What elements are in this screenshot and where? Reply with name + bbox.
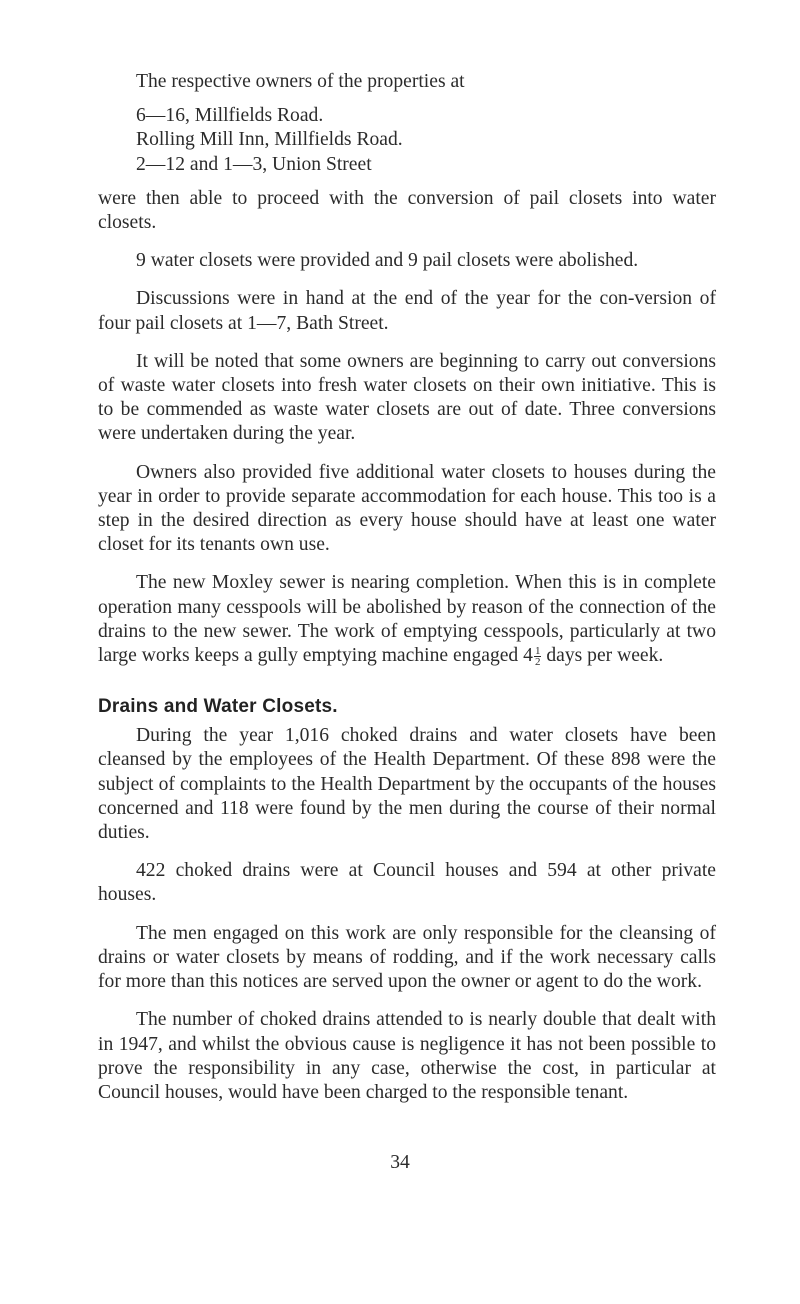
document-page bbox=[98, 70, 716, 1105]
paragraph-choked-drains: During the year 1,016 choked drains and water closets have been cleansed by the employees of the Health Department. Of these 898 were the subject of complaints to the Health Department by the occupants of the houses concerned and 118 were found by the men during the course of their normal duties. bbox=[98, 725, 716, 844]
paragraph-bath-street: Discussions were in hand at the end of the year for the con-version of four pail closets at 1—7, Bath Street. bbox=[98, 288, 716, 334]
address-line: 6—16, Millfields Road. bbox=[136, 105, 324, 127]
paragraph-moxley-sewer bbox=[98, 571, 716, 668]
section-heading: Drains and Water Closets. bbox=[98, 696, 338, 718]
moxley-text: The new Moxley sewer is nearing completion. When this is in complete operation many cesspools will be abolished by reason of the connection of the drains to the new sewer. The work of emptying cesspools, particularly at two large works keeps a gully emptying machine engaged 4 bbox=[98, 572, 716, 667]
paragraph-negligence: The number of choked drains attended to is nearly double that dealt with in 1947, and whilst the obvious cause is negligence it has not been possible to prove the responsibility in any case, otherwise the cost, in particular at Council houses, would have been charged to the responsible tenant. bbox=[98, 1009, 716, 1103]
paragraph-owners-intro: The respective owners of the properties at bbox=[136, 71, 465, 92]
paragraph-council-houses: 422 choked drains were at Council houses and 594 at other private houses. bbox=[98, 860, 716, 906]
paragraph-rodding: The men engaged on this work are only responsible for the cleansing of drains or water closets by means of rodding, and if the work necessary calls for more than this notices are served upon the owner or agent to do the work. bbox=[98, 922, 716, 993]
paragraph-owner-initiative: It will be noted that some owners are beginning to carry out conversions of waste water closets into fresh water closets on their own initiative. This is to be commended as waste water closets are out of date. Three conversions were undertaken during the year. bbox=[98, 350, 716, 445]
fraction-denominator: 2 bbox=[534, 656, 541, 669]
paragraph-additional-closets: Owners also provided five additional water closets to houses during the year in order to provide separate accommodation for each house. This too is a step in the desired direction as every house should have at least one water closet for its tenants own use. bbox=[98, 461, 716, 556]
address-line: Rolling Mill Inn, Millfields Road. bbox=[136, 129, 403, 151]
paragraph-conversion-proceed: were then able to proceed with the conversion of pail closets into water closets. bbox=[98, 187, 716, 234]
fraction-numerator: 1 bbox=[534, 645, 541, 658]
address-list bbox=[98, 104, 716, 177]
paragraph-closets-provided: 9 water closets were provided and 9 pail closets were abolished. bbox=[136, 250, 639, 272]
address-line: 2—12 and 1—3, Union Street bbox=[136, 153, 372, 175]
page-number: 34 bbox=[390, 1152, 410, 1173]
moxley-text-end: days per week. bbox=[541, 645, 664, 667]
